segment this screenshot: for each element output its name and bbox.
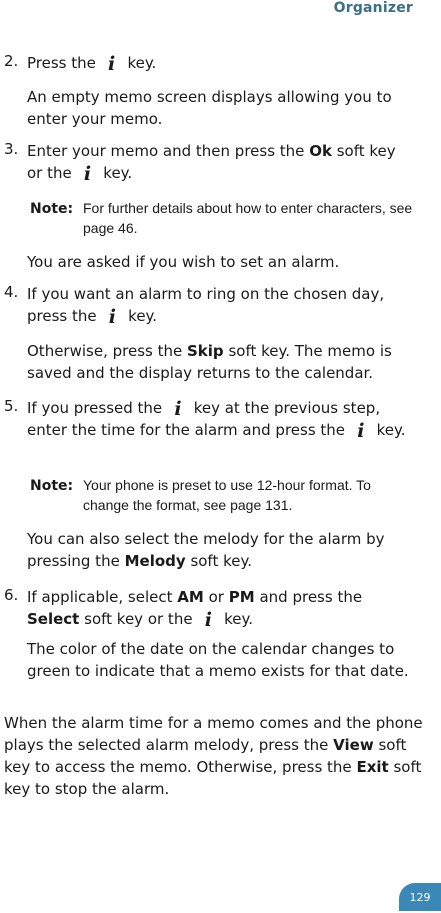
info-key-icon: i [174,398,182,420]
paragraph: The color of the date on the calendar changes to green to indicate that a memo exists for that date. [27,640,409,680]
paragraph-text: soft key. [190,552,252,570]
step-number: 6. [4,586,19,604]
step-number: 4. [4,283,19,301]
paragraph-text: soft key. The memo is saved and the display returns to the calendar. [27,342,392,382]
note-label: Note [30,478,68,494]
step-text: soft key or the [84,610,193,628]
step-number: 3. [4,140,19,158]
page-number-badge: 129 [399,883,441,911]
softkey-label: Skip [187,342,224,360]
info-key-icon: i [108,306,116,328]
step-number: 2. [4,52,19,70]
step-text: Press the [27,54,96,72]
paragraph: An empty memo screen displays allowing you to enter your memo. [27,88,392,128]
note-box: Note: Your phone is preset to use 12-hour format. To change the format, see page 131. [30,475,420,496]
step-text: If you want an alarm to ring on the chosen day, press the [27,285,385,325]
note-text: Your phone is preset to use 12-hour format. To change the format, see page 131. [83,477,371,513]
step-text: and press the [259,588,363,606]
info-key-icon: i [83,163,92,185]
paragraph: You are asked if you wish to set an alarm. [27,253,340,271]
softkey-label: View [333,736,374,754]
page-header: Organizer [333,0,413,16]
softkey-label: Ok [309,142,332,160]
info-key-icon: i [108,53,116,75]
step-text: soft key or the [27,142,396,182]
paragraph [27,528,417,572]
note-box: Note: For further details about how to enter characters, see page 46. [30,200,413,236]
softkey-label: Melody [124,552,186,570]
softkey-label: Select [27,610,80,628]
step-text: If applicable, select [27,588,173,606]
step-text: key. [224,610,254,628]
step-number: 5. [4,397,19,415]
info-key-icon: i [204,609,212,631]
step-text: Enter your memo and then press the [27,142,305,160]
step-text: key. [128,307,158,325]
info-key-icon: i [357,420,365,442]
option-label-am: AM [177,588,204,606]
note-text: For further details about how to enter characters, see page 46. [83,200,413,236]
closing-paragraph [4,712,424,800]
step-text: key at the previous step, enter the time for the alarm and press the [27,399,381,439]
paragraph-text: You can also select the melody for the alarm by pressing the [27,530,385,570]
step-text: If you pressed the [27,399,163,417]
paragraph-text: soft key to stop the alarm. [4,758,422,798]
paragraph-text: Otherwise, press the [27,342,183,360]
note-label: Note [30,201,68,217]
step-text: or [208,588,224,606]
softkey-label: Exit [356,758,389,776]
step-text: key. [103,164,133,182]
step-text: key. [127,54,157,72]
paragraph [27,340,417,384]
step-text: key. [376,421,406,439]
option-label-pm: PM [228,588,255,606]
paragraph-text: When the alarm time for a memo comes and the phone plays the selected alarm melody, press the [4,714,423,754]
paragraph-text: soft key to access the memo. Otherwise, press the [4,736,407,776]
